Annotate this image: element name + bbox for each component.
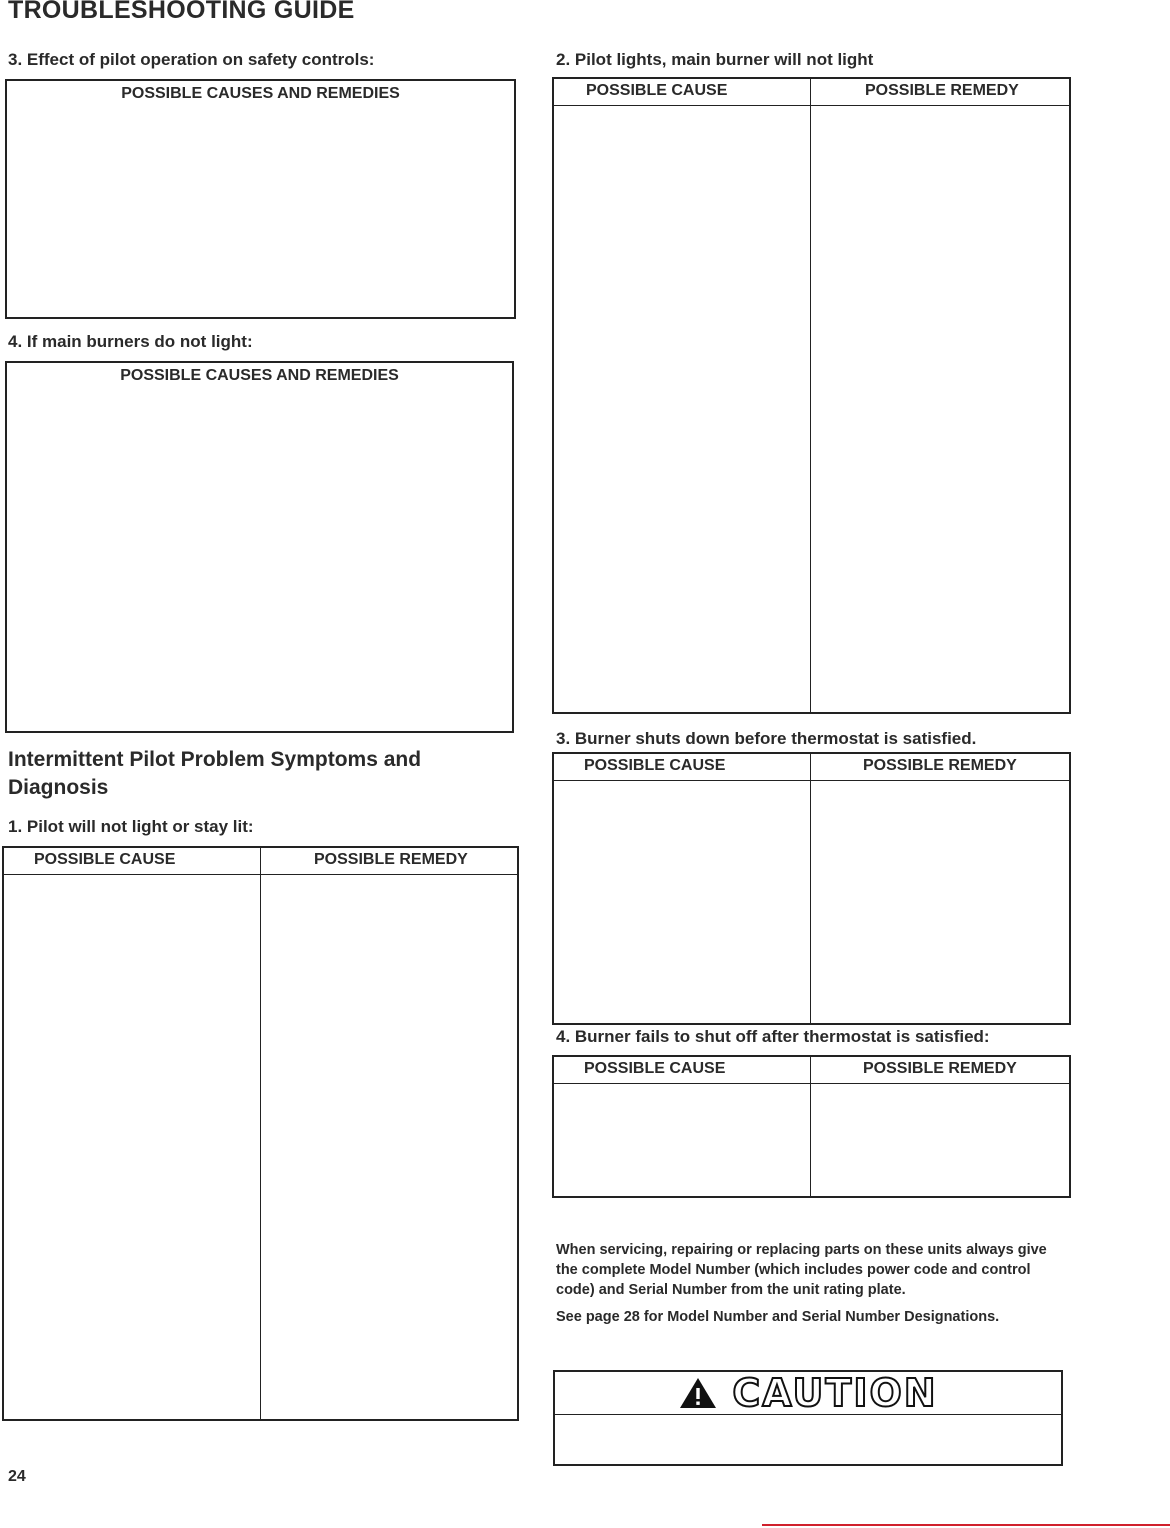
causes-remedies-box-safety-controls xyxy=(5,79,516,319)
box-title: POSSIBLE CAUSES AND REMEDIES xyxy=(121,85,400,102)
col-header-remedy: POSSIBLE REMEDY xyxy=(863,1060,1017,1077)
caution-label: CAUTION xyxy=(732,1371,938,1415)
col-header-cause: POSSIBLE CAUSE xyxy=(584,757,726,774)
warning-triangle-icon xyxy=(678,1376,718,1410)
col-header-cause: POSSIBLE CAUSE xyxy=(584,1060,726,1077)
section-heading-burner-fails-shut-off: 4. Burner fails to shut off after thermostat is satisfied: xyxy=(556,1027,990,1046)
section-heading-main-burner-not-light: 2. Pilot lights, main burner will not light xyxy=(556,50,874,69)
col-header-remedy: POSSIBLE REMEDY xyxy=(863,757,1017,774)
column-divider xyxy=(810,754,811,1023)
cause-remedy-table-pilot-not-light xyxy=(2,846,519,1421)
cause-remedy-table-burner-shuts-down xyxy=(552,752,1071,1025)
section-heading-safety-controls: 3. Effect of pilot operation on safety controls: xyxy=(8,50,375,69)
footer-accent-line xyxy=(762,1524,1170,1526)
causes-remedies-box-main-burners xyxy=(5,361,514,733)
page-number: 24 xyxy=(8,1468,26,1485)
cause-remedy-table-burner-fails-shut-off xyxy=(552,1055,1071,1198)
column-divider xyxy=(260,848,261,1419)
table-header xyxy=(554,1057,1069,1084)
col-header-cause: POSSIBLE CAUSE xyxy=(34,851,176,868)
see-page-note: See page 28 for Model Number and Serial Number Designations. xyxy=(556,1309,1000,1325)
caution-box xyxy=(553,1370,1063,1466)
col-header-remedy: POSSIBLE REMEDY xyxy=(865,82,1019,99)
section-heading-pilot-not-light: 1. Pilot will not light or stay lit: xyxy=(8,817,254,836)
intermittent-pilot-heading: Intermittent Pilot Problem Symptoms and Diagnosis xyxy=(8,748,422,799)
table-header xyxy=(554,754,1069,781)
col-header-cause: POSSIBLE CAUSE xyxy=(586,82,728,99)
table-header xyxy=(554,79,1069,106)
cause-remedy-table-main-burner xyxy=(552,77,1071,714)
service-note: When servicing, repairing or replacing parts on these units always give the complete Model Number (which includes power code and control code) and Serial Number from the unit rating plate. xyxy=(556,1242,1047,1298)
box-title: POSSIBLE CAUSES AND REMEDIES xyxy=(120,367,399,384)
section-heading-main-burners-not-light: 4. If main burners do not light: xyxy=(8,332,253,351)
section-heading-burner-shuts-down: 3. Burner shuts down before thermostat is satisfied. xyxy=(556,729,977,748)
column-divider xyxy=(810,79,811,712)
page-title: TROUBLESHOOTING GUIDE xyxy=(8,0,355,24)
col-header-remedy: POSSIBLE REMEDY xyxy=(314,851,468,868)
column-divider xyxy=(810,1057,811,1196)
caution-header xyxy=(555,1372,1061,1415)
